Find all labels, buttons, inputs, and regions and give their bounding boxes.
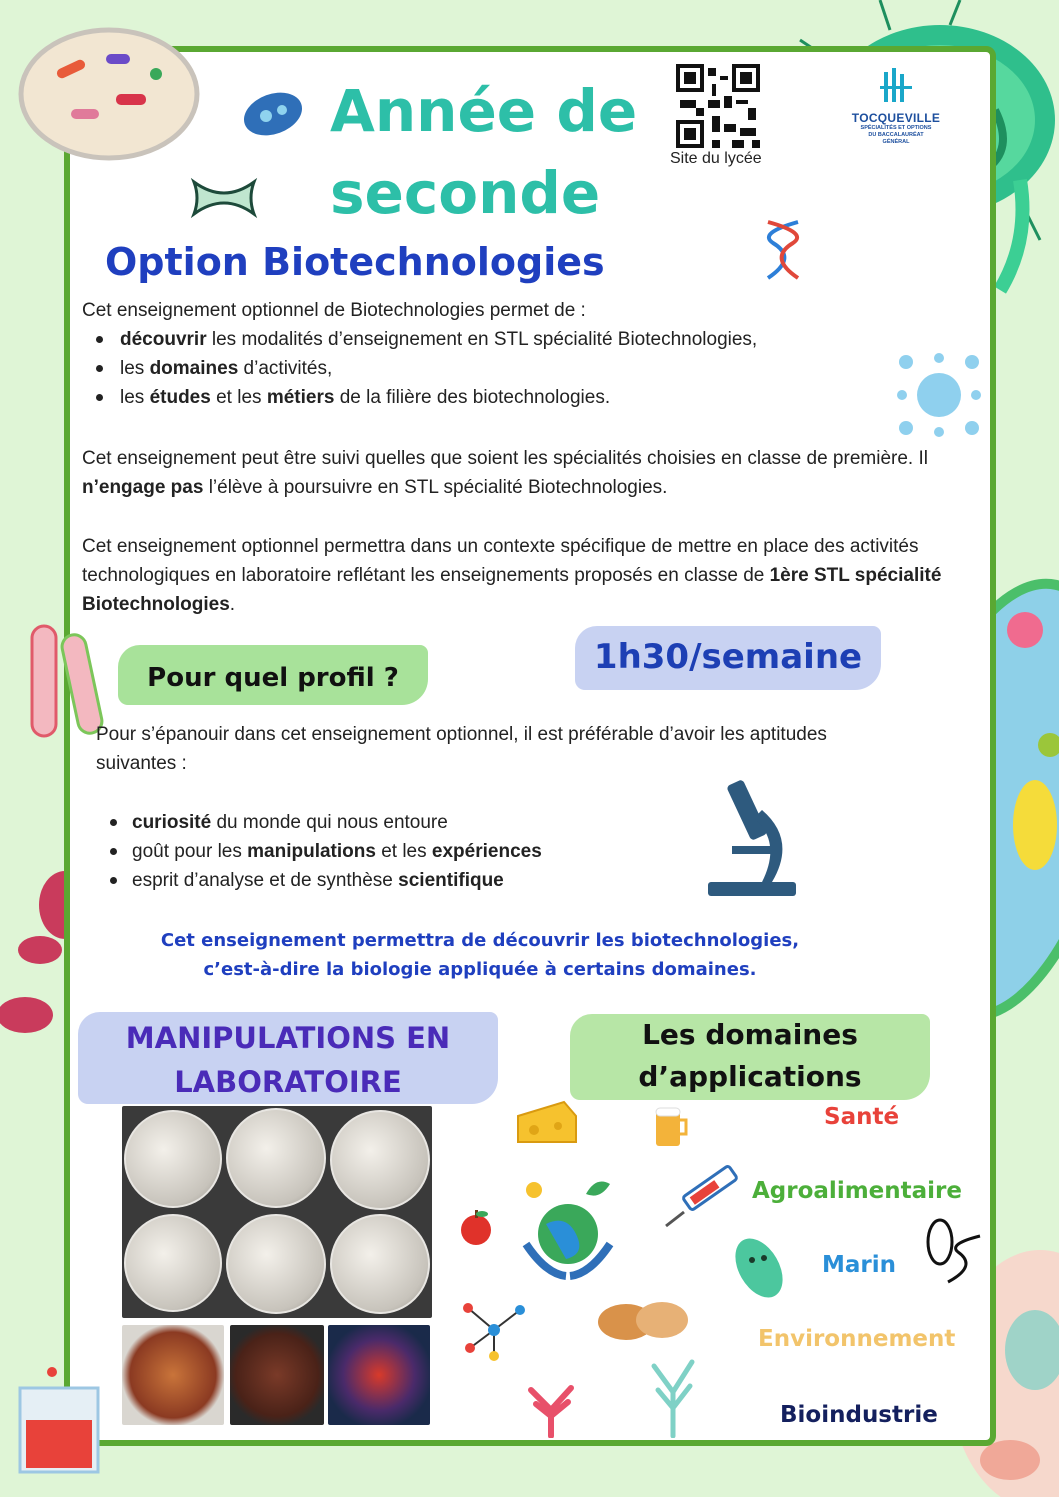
- qr-caption: Site du lycée: [670, 150, 762, 167]
- petri-dish: [226, 1108, 326, 1208]
- petri-dish: [330, 1110, 430, 1210]
- petri-dishes-photo: [122, 1106, 432, 1318]
- microbe-icon: [238, 86, 308, 142]
- earth-hands-icon: [516, 1174, 616, 1280]
- logo-line1: SPÉCIALITÉS ET OPTIONS: [860, 125, 932, 131]
- apple-icon: [458, 1206, 494, 1248]
- aptitudes-block: [96, 808, 656, 895]
- petri-dish: [124, 1110, 222, 1208]
- profil-lead: Pour s’épanouir dans cet enseignement optionnel, il est préférable d’avoir les aptitudes suivantes :: [96, 724, 827, 774]
- hours-badge: 1h30/semaine: [575, 626, 881, 690]
- page-title-line1: Année de: [330, 77, 638, 145]
- domaines-heading: [570, 1014, 930, 1100]
- bread-icon: [596, 1294, 690, 1344]
- profil-heading: Pour quel profil ?: [118, 645, 428, 705]
- logo-name: TOCQUEVILLE: [851, 111, 941, 125]
- agar-art-photo-2: [230, 1325, 324, 1425]
- domain-marin: Marin: [822, 1252, 897, 1278]
- petri-dish: [124, 1214, 222, 1312]
- domain-bioindustrie: Bioindustrie: [780, 1402, 938, 1428]
- beer-icon: [652, 1104, 690, 1148]
- section-subtitle: Option Biotechnologies: [105, 240, 605, 284]
- list-item: les études et les métiers de la filière des biotechnologies.: [82, 383, 992, 412]
- manipulations-heading: [78, 1012, 498, 1104]
- list-item: esprit d’analyse et de synthèse scientifique: [96, 866, 656, 895]
- molecule-icon: [458, 1298, 530, 1362]
- intro-block: [82, 296, 992, 412]
- list-item: goût pour les manipulations et les expériences: [96, 837, 656, 866]
- corn-dna-icon: [918, 1216, 986, 1286]
- agar-art-photo-3: [328, 1325, 430, 1425]
- domaines-heading-line1: Les domaines: [642, 1018, 858, 1051]
- list-item: curiosité du monde qui nous entoure: [96, 808, 656, 837]
- microscope-icon: [702, 770, 802, 900]
- list-item: les domaines d’activités,: [82, 354, 992, 383]
- intro-lead: Cet enseignement optionnel de Biotechnologies permet de :: [82, 300, 586, 321]
- domain-sante: Santé: [824, 1104, 900, 1130]
- tocqueville-logo-mark-icon: [876, 68, 916, 106]
- aptitudes-list: [96, 808, 656, 895]
- manipulations-heading-line1: MANIPULATIONS EN: [125, 1021, 451, 1055]
- manipulations-heading-line2: LABORATOIRE: [174, 1065, 402, 1099]
- beaker-icon: [14, 1360, 104, 1476]
- paragraph-engagement: Cet enseignement peut être suivi quelles que soient les spécialités choisies en classe de première. Il n’engage pas l’élève à poursuivre en STL spécialité Biotechnologies.: [82, 448, 928, 498]
- coral-teal-icon: [642, 1352, 704, 1438]
- logo-line3: GÉNÉRAL: [882, 139, 910, 145]
- paragraph-activities: Cet enseignement optionnel permettra dans un contexte spécifique de mettre en place des activités technologiques en laboratoire reflétant les enseignements proposés en classe de 1ère STL spécialité Biotechnologies.: [82, 536, 942, 615]
- list-item: découvrir les modalités d’enseignement en STL spécialité Biotechnologies,: [82, 325, 992, 354]
- petri-dish: [226, 1214, 326, 1314]
- domain-environnement: Environnement: [758, 1326, 956, 1352]
- logo-line2: DU BACCALAURÉAT: [868, 132, 924, 138]
- coral-red-icon: [516, 1380, 586, 1438]
- cheese-icon: [514, 1098, 580, 1148]
- bacterium-icon: [722, 1230, 796, 1306]
- school-logo: [846, 64, 946, 158]
- syringe-icon: [662, 1150, 754, 1230]
- page-title-line2: seconde: [330, 159, 601, 227]
- qr-code-icon[interactable]: [676, 64, 760, 148]
- agar-art-photo-1: [122, 1325, 224, 1425]
- petri-dish: [330, 1214, 430, 1314]
- domain-agroalimentaire: Agroalimentaire: [752, 1178, 962, 1204]
- conclusion-line1: Cet enseignement permettra de découvrir les biotechnologies,: [160, 930, 800, 951]
- petri-dish-top-left-illustration: [16, 24, 202, 164]
- dna-icon: [758, 218, 808, 284]
- intro-bullet-list: [82, 325, 992, 412]
- domaines-heading-line2: d’applications: [638, 1060, 862, 1093]
- page-title: [330, 70, 660, 234]
- diatom-icon: [188, 174, 260, 222]
- conclusion-text: [100, 926, 860, 984]
- conclusion-line2: c’est-à-dire la biologie appliquée à certains domaines.: [203, 959, 757, 980]
